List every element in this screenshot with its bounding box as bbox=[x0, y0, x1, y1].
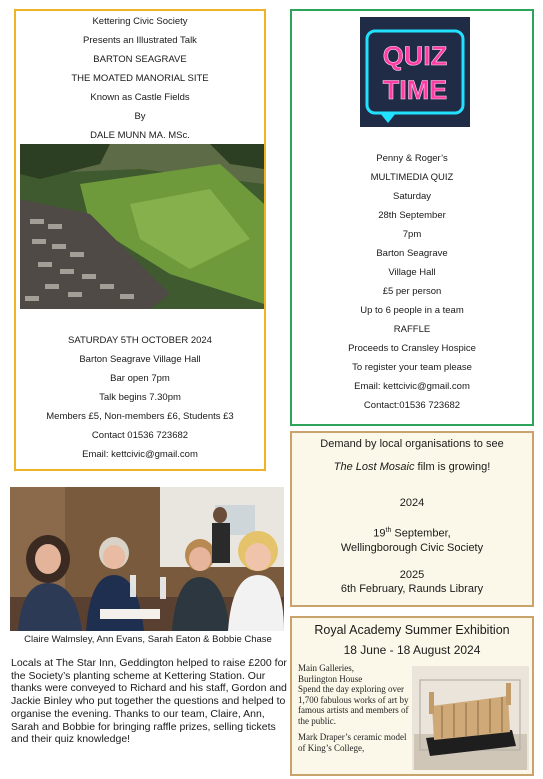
ra-model-caption: Mark Draper’s ceramic model of King’s College, bbox=[298, 732, 407, 753]
talk-line: By bbox=[134, 111, 146, 122]
film-title: The Lost Mosaic bbox=[333, 461, 415, 473]
quiz-line: MULTIMEDIA QUIZ bbox=[370, 172, 454, 183]
royal-academy-notice bbox=[290, 616, 534, 776]
demand-film-rest: film is growing! bbox=[414, 461, 491, 473]
photo-caption: Claire Walmsley, Ann Evans, Sarah Eaton & Bobbie Chase bbox=[24, 634, 272, 645]
quiz-line: To register your team please bbox=[352, 362, 472, 373]
date-2024 bbox=[292, 524, 532, 541]
talk-line: BARTON SEAGRAVE bbox=[93, 54, 187, 65]
quiz-poster bbox=[290, 9, 534, 426]
ra-desc-text: Spend the day exploring over 1,700 fabulous works of art by famous artists and members of the public. bbox=[298, 684, 409, 726]
quiz-line: Up to 6 people in a team bbox=[360, 305, 464, 316]
quiz-line: Saturday bbox=[392, 191, 432, 202]
talk-line: Email: kettcivic@gmail.com bbox=[82, 449, 198, 460]
quiz-line: £5 per person bbox=[382, 286, 442, 297]
quiz-line: 7pm bbox=[402, 229, 422, 240]
quiz-logo-word: QUIZ bbox=[382, 41, 448, 71]
year-2024: 2024 bbox=[399, 497, 425, 509]
talk-line: Bar open 7pm bbox=[110, 373, 170, 384]
ra-dates: 18 June - 18 August 2024 bbox=[343, 643, 481, 657]
talk-line: Presents an Illustrated Talk bbox=[83, 35, 197, 46]
ra-description bbox=[298, 663, 413, 753]
quiz-line: Contact:01536 723682 bbox=[363, 400, 461, 411]
year-2025: 2025 bbox=[399, 568, 425, 581]
talk-line: Kettering Civic Society bbox=[92, 16, 188, 27]
people-photo bbox=[10, 487, 284, 631]
talk-line: Members £5, Non-members £6, Students £3 bbox=[46, 411, 234, 422]
ceramic-model-photo bbox=[412, 666, 529, 770]
quiz-logo-word: TIME bbox=[382, 75, 448, 105]
date-rest: September, bbox=[391, 527, 451, 540]
talk-line: Talk begins 7.30pm bbox=[99, 392, 181, 403]
ra-title: Royal Academy Summer Exhibition bbox=[314, 623, 510, 637]
quiz-line: Village Hall bbox=[388, 267, 436, 278]
talk-line: THE MOATED MANORIAL SITE bbox=[71, 73, 209, 84]
venue-2024: Wellingborough Civic Society bbox=[340, 541, 484, 554]
demand-intro: Demand by local organisations to see bbox=[320, 438, 504, 450]
ra-venue-line: Main Galleries, bbox=[298, 663, 354, 673]
quiz-line: Barton Seagrave bbox=[376, 248, 448, 259]
talk-poster bbox=[14, 9, 266, 471]
quiz-line: Penny & Roger’s bbox=[376, 153, 448, 164]
date-2025: 6th February, Raunds Library bbox=[340, 582, 484, 595]
talk-line: Contact 01536 723682 bbox=[91, 430, 189, 441]
quiz-line: Proceeds to Cransley Hospice bbox=[348, 343, 476, 354]
date-day: 19 bbox=[373, 527, 386, 540]
locals-paragraph: Locals at The Star Inn, Geddington helped to raise £200 for the Society’s planting scheme at Kettering Station. Our thanks were conveyed to Richard and his staff, Gordon and Jackie Binley who put together the questions and helped to organise the evening. Thanks to our team, Claire, Ann, Sarah and Bobbie for bringing raffle prizes, selling tickets and their quiz knowledge! bbox=[11, 657, 287, 746]
talk-line: Known as Castle Fields bbox=[90, 92, 190, 103]
talk-line: SATURDAY 5TH OCTOBER 2024 bbox=[68, 335, 212, 346]
demand-film-line bbox=[292, 460, 532, 474]
lost-mosaic-notice bbox=[290, 431, 534, 607]
quiz-line: 28th September bbox=[378, 210, 446, 221]
ra-venue-line: Burlington House bbox=[298, 673, 363, 684]
quiz-line: RAFFLE bbox=[393, 324, 431, 335]
quiz-line: Email: kettcivic@gmail.com bbox=[354, 381, 470, 392]
talk-line: Barton Seagrave Village Hall bbox=[79, 354, 201, 365]
quiz-time-logo bbox=[360, 17, 470, 127]
aerial-photo bbox=[20, 144, 264, 309]
date-suffix: th bbox=[385, 527, 392, 534]
talk-line: DALE MUNN MA. MSc. bbox=[90, 130, 190, 141]
